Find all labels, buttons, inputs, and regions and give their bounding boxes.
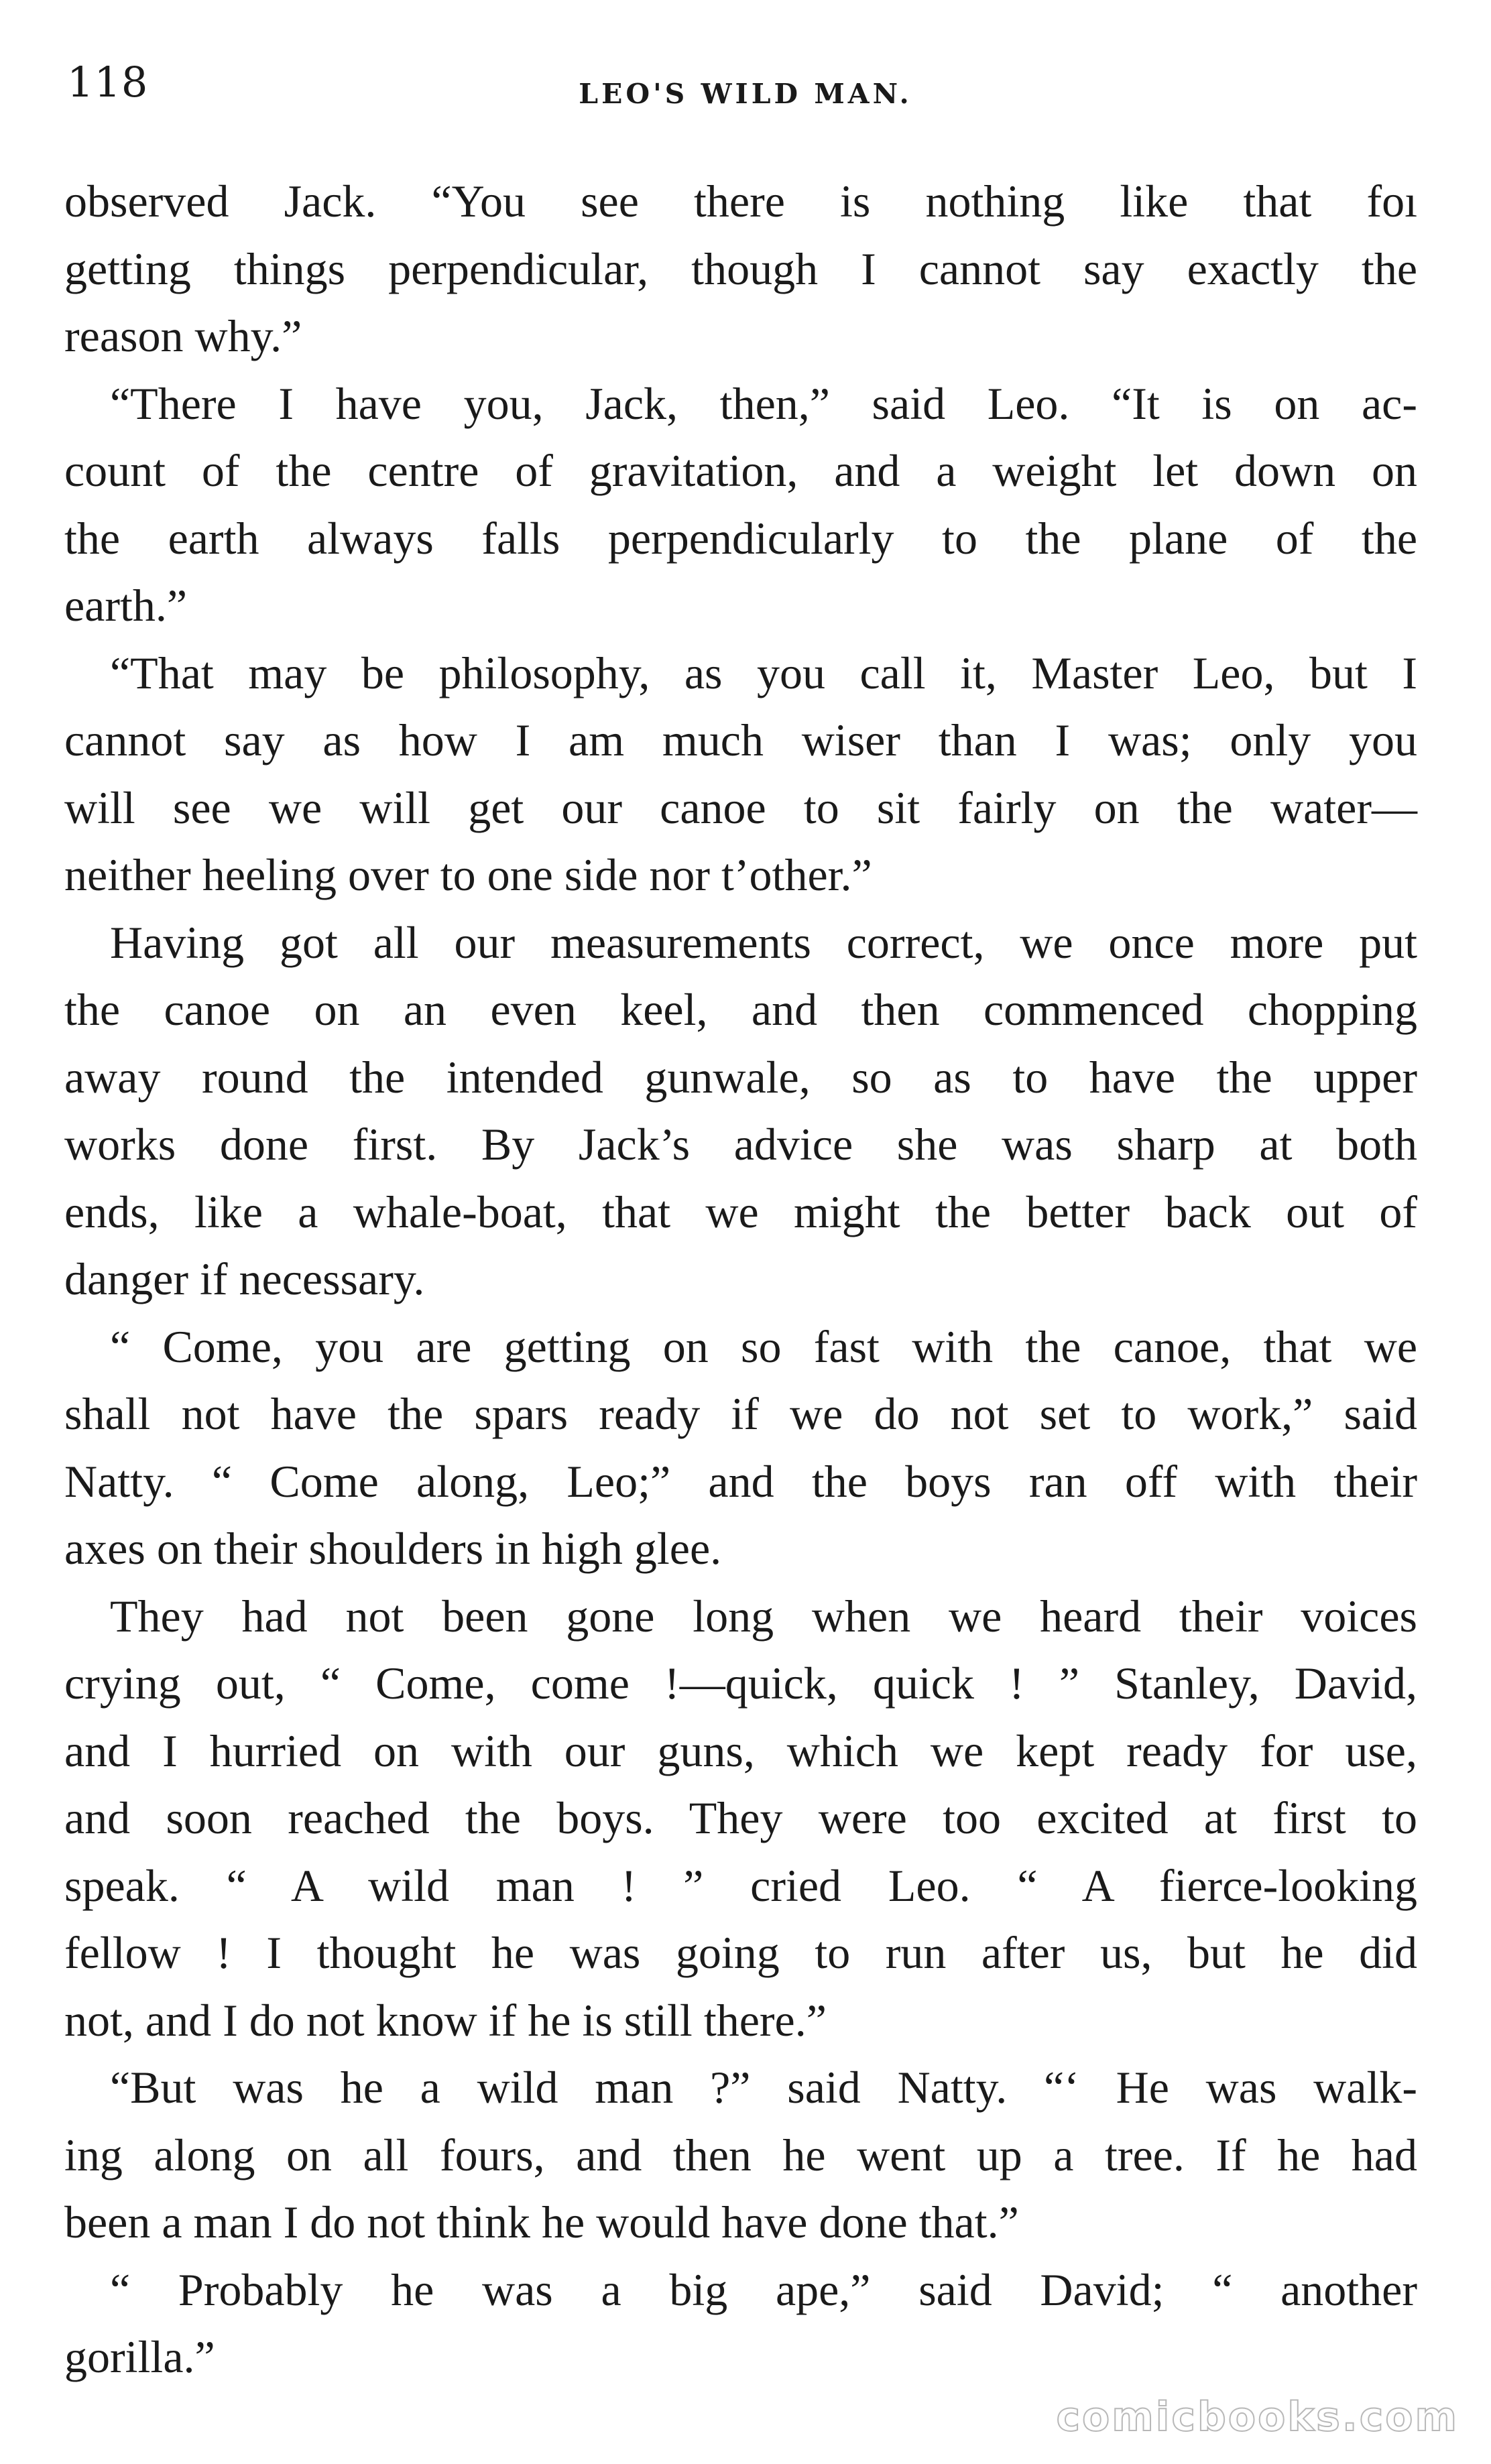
text-line: not, and I do not know if he is still there.”: [64, 1994, 827, 2046]
text-line: works done first. By Jack’s advice she was sharp at both: [64, 1119, 1417, 1170]
text-line: earth.”: [64, 580, 188, 631]
text-line: fellow ! I thought he was going to run after us, but he did: [64, 1927, 1417, 1978]
text-line: been a man I do not think he would have done that.”: [64, 2197, 1019, 2247]
text-line: crying out, “ Come, come !—quick, quick ! ” Stanley, David,: [64, 1658, 1417, 1709]
text-line: ends, like a whale-boat, that we might the better back out of: [64, 1186, 1417, 1237]
text-line: They had not been gone long when we heard their voices: [110, 1590, 1417, 1642]
text-line: reason why.”: [64, 310, 302, 361]
page-number: 118: [67, 58, 149, 107]
text-line: “That may be philosophy, as you call it, Master Leo, but I: [110, 647, 1417, 698]
text-line: ing along on all fours, and then he went up a tree. If he had: [64, 2129, 1417, 2180]
text-line: “But was he a wild man ?” said Natty. “‘ He was walk-: [110, 2062, 1417, 2113]
text-line: neither heeling over to one side nor t’other.”: [64, 849, 872, 900]
text-line: will see we will get our canoe to sit fairly on the water—: [64, 782, 1417, 833]
text-line: cannot say as how I am much wiser than I was; only you: [64, 715, 1417, 765]
text-line: Natty. “ Come along, Leo;” and the boys ran off with their: [64, 1455, 1417, 1507]
text-line: “There I have you, Jack, then,” said Leo. “It is on ac-: [110, 377, 1417, 429]
text-line: getting things perpendicular, though I cannot say exactly the: [64, 243, 1417, 294]
text-line: count of the centre of gravitation, and a weight let down on: [64, 445, 1417, 496]
text-line: Having got all our measurements correct, we once more put: [110, 916, 1417, 968]
page-body-text: [64, 168, 1417, 2391]
text-line: observed Jack. “You see there is nothing like that foı: [64, 176, 1417, 227]
watermark: comicbooks.com: [1056, 2394, 1459, 2441]
text-line: and I hurried on with our guns, which we kept ready for use,: [64, 1725, 1417, 1776]
text-line: “ Come, you are getting on so fast with the canoe, that we: [110, 1320, 1417, 1372]
text-line: “ Probably he was a big ape,” said David; “ another: [110, 2264, 1417, 2315]
text-line: speak. “ A wild man ! ” cried Leo. “ A fierce-looking: [64, 1859, 1417, 1911]
text-line: gorilla.”: [64, 2331, 215, 2382]
text-line: danger if necessary.: [64, 1253, 425, 1304]
text-line: the canoe on an even keel, and then commenced chopping: [64, 984, 1417, 1035]
text-line: and soon reached the boys. They were too excited at first to: [64, 1792, 1417, 1843]
text-line: axes on their shoulders in high glee.: [64, 1523, 722, 1574]
text-line: the earth always falls perpendicularly to the plane of the: [64, 512, 1417, 564]
text-line: away round the intended gunwale, so as to have the upper: [64, 1051, 1417, 1103]
running-title: LEO'S WILD MAN.: [579, 78, 912, 110]
text-line: shall not have the spars ready if we do not set to work,” said: [64, 1388, 1417, 1439]
